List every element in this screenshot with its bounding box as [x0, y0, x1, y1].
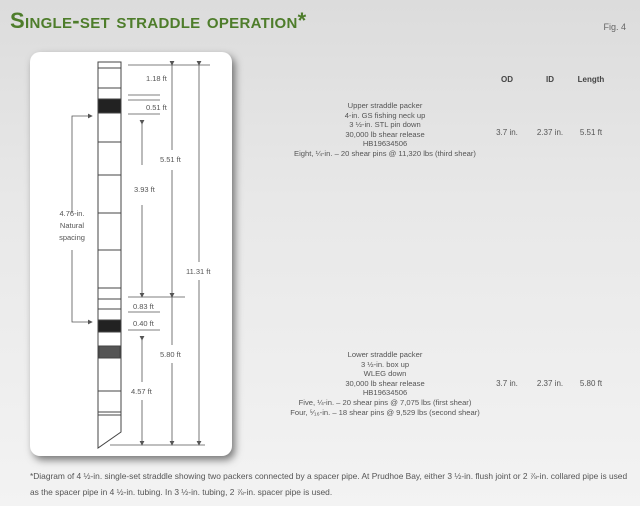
line: Lower straddle packer — [347, 350, 423, 359]
spacing-label-3: spacing — [59, 233, 85, 242]
tool-string — [98, 62, 121, 448]
dim-0-51: 0.51 ft — [146, 103, 167, 112]
upper-length: 5.51 ft — [579, 128, 603, 137]
header-length: Length — [577, 75, 605, 84]
dim-5-51: 5.51 ft — [160, 155, 181, 164]
lower-packer-description — [260, 350, 510, 417]
line: Upper straddle packer — [347, 101, 423, 110]
line: 30,000 lb shear release — [345, 129, 425, 139]
lower-od: 3.7 in. — [496, 379, 518, 388]
figure-caption: *Diagram of 4 ½-in. single-set straddle showing two packers connected by a spacer pipe. At Prudhoe Bay, either 3 ½-in. flush joint or 2 ⅞-in. collared pipe is used as the spacer pipe in 4 ½-in. tubing. In 3 ½-in. tubing, 2 ⅞-in. spacer pipe is used. — [30, 471, 628, 497]
line: Four, ⁵⁄₁₆-in. – 18 shear pins @ 9,529 lbs (second shear) — [290, 407, 480, 417]
spacing-label-1: 4.76-in. — [59, 209, 85, 218]
dim-1-18: 1.18 ft — [146, 74, 167, 83]
upper-id: 2.37 in. — [536, 128, 564, 137]
line: 3 ½-in. box up — [360, 359, 410, 369]
figure-label: Fig. 4 — [603, 22, 626, 32]
upper-od: 3.7 in. — [496, 128, 518, 137]
line: Five, ¼-in. – 20 shear pins @ 7,075 lbs (first shear) — [298, 397, 472, 407]
line: 30,000 lb shear release — [345, 378, 425, 388]
dim-11-31: 11.31 ft — [186, 267, 211, 276]
lower-id: 2.37 in. — [536, 379, 564, 388]
header-od: OD — [501, 75, 513, 84]
line: Eight, ¼-in. – 20 shear pins @ 11,320 lbs (third shear) — [294, 148, 476, 158]
dim-0-40: 0.40 ft — [133, 319, 154, 328]
dim-0-83: 0.83 ft — [133, 302, 154, 311]
line: WLEG down — [363, 369, 407, 379]
line: HB19634506 — [362, 139, 408, 149]
dim-5-80: 5.80 ft — [160, 350, 181, 359]
line: 3 ½-in. STL pin down — [349, 120, 421, 130]
header-id: ID — [546, 75, 554, 84]
spacing-label-2: Natural — [59, 221, 85, 230]
lower-length: 5.80 ft — [579, 379, 603, 388]
line: HB19634506 — [362, 388, 408, 398]
dim-4-57: 4.57 ft — [131, 387, 152, 396]
dim-3-93: 3.93 ft — [134, 185, 155, 194]
line: 4-in. GS fishing neck up — [344, 110, 426, 120]
figure-title: Single-set straddle operation* — [10, 8, 307, 33]
upper-packer-description — [260, 101, 510, 159]
